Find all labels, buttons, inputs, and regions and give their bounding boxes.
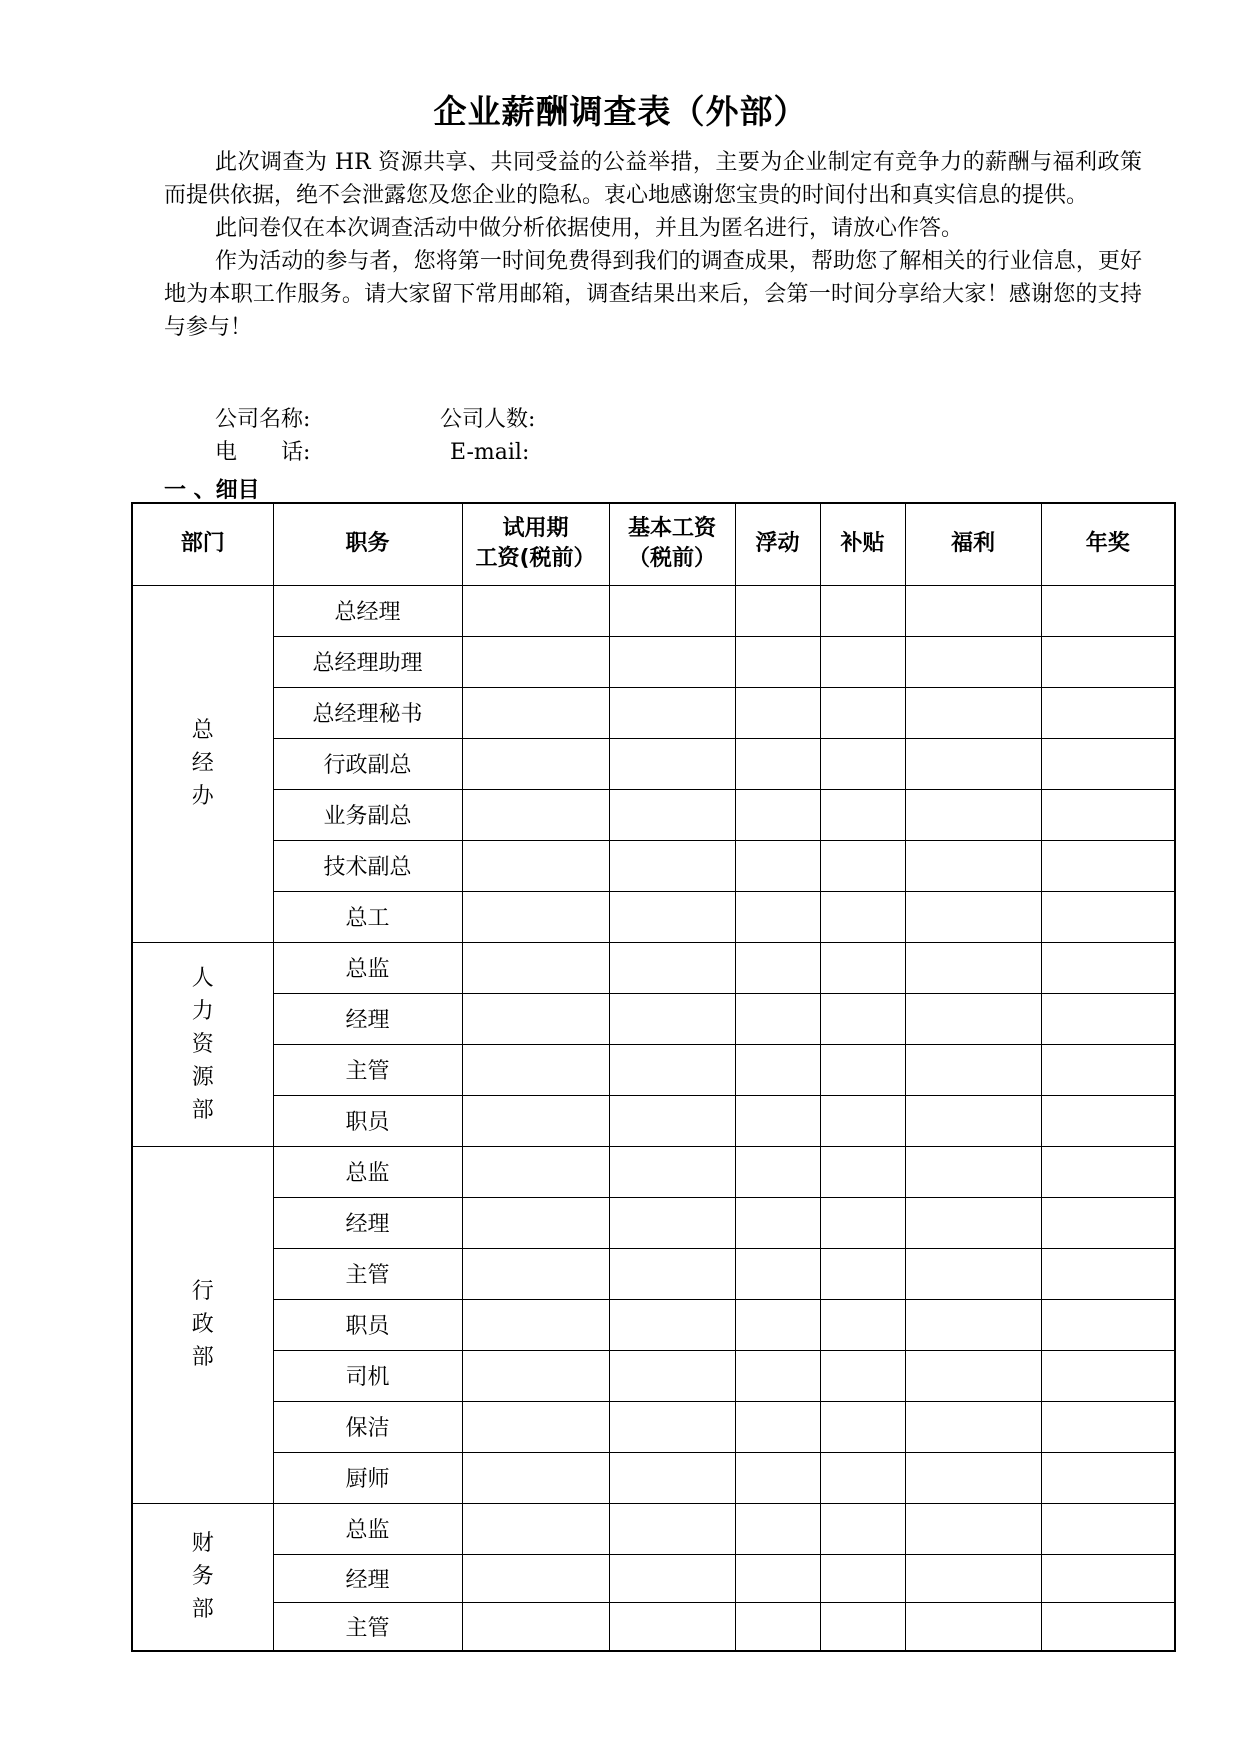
base-salary-cell[interactable] [609,1602,735,1651]
dept-cell [132,1146,273,1503]
welfare-cell[interactable] [905,942,1041,993]
floating-cell[interactable] [735,1146,820,1197]
base-salary-cell[interactable] [609,687,735,738]
floating-cell[interactable] [735,840,820,891]
header-base-salary [609,503,735,585]
floating-cell[interactable] [735,789,820,840]
header-bonus: 年奖 [1041,503,1175,585]
allowance-cell[interactable] [820,942,905,993]
floating-cell[interactable] [735,1350,820,1401]
header-base-line2: （税前） [627,546,716,572]
header-allowance: 补贴 [820,503,905,585]
position-cell: 总经理秘书 [273,687,462,738]
floating-cell[interactable] [735,993,820,1044]
probation-salary-cell[interactable] [462,1095,609,1146]
floating-cell[interactable] [735,1248,820,1299]
allowance-cell[interactable] [820,585,905,636]
dept-char: 资 [191,1031,214,1057]
position-cell: 主管 [273,1602,462,1651]
floating-cell[interactable] [735,1503,820,1554]
base-salary-cell[interactable] [609,1146,735,1197]
table-header-row [132,503,1175,585]
intro-paragraph-2: 此问卷仅在本次调查活动中做分析依据使用，并且为匿名进行，请放心作答。 [215,216,964,241]
dept-char: 源 [191,1064,214,1090]
bonus-cell[interactable] [1041,1197,1175,1248]
welfare-cell[interactable] [905,687,1041,738]
table-row [132,1146,1175,1197]
company-name-label: 公司名称: [215,407,311,432]
base-salary-cell[interactable] [609,891,735,942]
bonus-cell[interactable] [1041,993,1175,1044]
bonus-cell[interactable] [1041,738,1175,789]
floating-cell[interactable] [735,636,820,687]
dept-char: 部 [191,1345,214,1370]
bonus-cell[interactable] [1041,636,1175,687]
welfare-cell[interactable] [905,1350,1041,1401]
bonus-cell[interactable] [1041,789,1175,840]
base-salary-cell[interactable] [609,1095,735,1146]
probation-salary-cell[interactable] [462,993,609,1044]
intro-paragraph-3: 作为活动的参与者，您将第一时间免费得到我们的调查成果，帮助您了解相关的行业信息，更好地为本职工作服务。请大家留下常用邮箱，调查结果出来后，会第一时间分享给大家！感谢您的支持与参与！ [164,249,1142,340]
probation-salary-cell[interactable] [462,1554,609,1602]
allowance-cell[interactable] [820,1299,905,1350]
table-body [132,585,1175,1651]
probation-salary-cell[interactable] [462,942,609,993]
position-cell: 业务副总 [273,789,462,840]
header-floating: 浮动 [735,503,820,585]
table-row [132,1401,1175,1452]
table-row [132,789,1175,840]
floating-cell[interactable] [735,1299,820,1350]
welfare-cell[interactable] [905,993,1041,1044]
allowance-cell[interactable] [820,789,905,840]
bonus-cell[interactable] [1041,1299,1175,1350]
base-salary-cell[interactable] [609,840,735,891]
allowance-cell[interactable] [820,1197,905,1248]
table-row [132,1350,1175,1401]
allowance-cell[interactable] [820,840,905,891]
floating-cell[interactable] [735,687,820,738]
table-row [132,1248,1175,1299]
bonus-cell[interactable] [1041,1602,1175,1651]
welfare-cell[interactable] [905,891,1041,942]
header-dept: 部门 [132,503,273,585]
floating-cell[interactable] [735,1044,820,1095]
allowance-cell[interactable] [820,1602,905,1651]
welfare-cell[interactable] [905,1554,1041,1602]
table-row [132,891,1175,942]
probation-salary-cell[interactable] [462,1401,609,1452]
floating-cell[interactable] [735,1452,820,1503]
base-salary-cell[interactable] [609,1401,735,1452]
phone-label: 电 话: [215,440,311,465]
table-row [132,1452,1175,1503]
probation-salary-cell[interactable] [462,1299,609,1350]
base-salary-cell[interactable] [609,789,735,840]
floating-cell[interactable] [735,1095,820,1146]
welfare-cell[interactable] [905,1503,1041,1554]
welfare-cell[interactable] [905,1095,1041,1146]
allowance-cell[interactable] [820,687,905,738]
floating-cell[interactable] [735,891,820,942]
table-row [132,1602,1175,1651]
header-base-line1: 基本工资 [627,516,716,542]
table-row [132,1299,1175,1350]
welfare-cell[interactable] [905,789,1041,840]
welfare-cell[interactable] [905,1299,1041,1350]
company-size-label: 公司人数: [440,407,536,432]
base-salary-cell[interactable] [609,1350,735,1401]
dept-char: 总 [191,718,214,743]
bonus-cell[interactable] [1041,1452,1175,1503]
probation-salary-cell[interactable] [462,789,609,840]
position-cell: 经理 [273,993,462,1044]
table-row [132,738,1175,789]
table-row [132,1095,1175,1146]
base-salary-cell[interactable] [609,585,735,636]
allowance-cell[interactable] [820,738,905,789]
welfare-cell[interactable] [905,1197,1041,1248]
bonus-cell[interactable] [1041,585,1175,636]
floating-cell[interactable] [735,1401,820,1452]
position-cell: 总经理 [273,585,462,636]
dept-cell [132,585,273,942]
table-row [132,993,1175,1044]
allowance-cell[interactable] [820,1146,905,1197]
table-row [132,1503,1175,1554]
welfare-cell[interactable] [905,1401,1041,1452]
dept-char: 财 [191,1531,214,1557]
base-salary-cell[interactable] [609,1554,735,1602]
page-title: 企业薪酬调查表（外部） [433,92,808,131]
position-cell: 经理 [273,1197,462,1248]
header-probation-line1: 试用期 [502,516,569,542]
position-cell: 总监 [273,942,462,993]
dept-cell [132,942,273,1146]
bonus-cell[interactable] [1041,840,1175,891]
position-cell: 主管 [273,1248,462,1299]
bonus-cell[interactable] [1041,1401,1175,1452]
table-row [132,942,1175,993]
welfare-cell[interactable] [905,840,1041,891]
probation-salary-cell[interactable] [462,1044,609,1095]
bonus-cell[interactable] [1041,1095,1175,1146]
dept-char: 部 [191,1597,214,1623]
salary-table [131,502,1176,1652]
probation-salary-cell[interactable] [462,1350,609,1401]
bonus-cell[interactable] [1041,1350,1175,1401]
bonus-cell[interactable] [1041,1554,1175,1602]
allowance-cell[interactable] [820,993,905,1044]
table-row [132,585,1175,636]
base-salary-cell[interactable] [609,1299,735,1350]
bonus-cell[interactable] [1041,1248,1175,1299]
floating-cell[interactable] [735,738,820,789]
bonus-cell[interactable] [1041,891,1175,942]
base-salary-cell[interactable] [609,1197,735,1248]
probation-salary-cell[interactable] [462,1503,609,1554]
base-salary-cell[interactable] [609,636,735,687]
probation-salary-cell[interactable] [462,687,609,738]
base-salary-cell[interactable] [609,1044,735,1095]
dept-char: 办 [191,784,214,809]
base-salary-cell[interactable] [609,942,735,993]
dept-char: 经 [191,751,214,776]
probation-salary-cell[interactable] [462,1452,609,1503]
bonus-cell[interactable] [1041,1503,1175,1554]
probation-salary-cell[interactable] [462,738,609,789]
welfare-cell[interactable] [905,585,1041,636]
dept-char: 行 [191,1279,214,1304]
dept-char: 务 [191,1564,214,1590]
bonus-cell[interactable] [1041,1146,1175,1197]
table-row [132,1554,1175,1602]
section-title: 一 、细目 [164,478,260,503]
table-row [132,840,1175,891]
allowance-cell[interactable] [820,1401,905,1452]
dept-cell [132,1503,273,1651]
bonus-cell[interactable] [1041,687,1175,738]
header-position: 职务 [273,503,462,585]
allowance-cell[interactable] [820,1350,905,1401]
allowance-cell[interactable] [820,636,905,687]
base-salary-cell[interactable] [609,738,735,789]
dept-char: 人 [191,965,214,991]
bonus-cell[interactable] [1041,1044,1175,1095]
probation-salary-cell[interactable] [462,840,609,891]
allowance-cell[interactable] [820,1554,905,1602]
base-salary-cell[interactable] [609,1452,735,1503]
allowance-cell[interactable] [820,1452,905,1503]
position-cell: 总经理助理 [273,636,462,687]
welfare-cell[interactable] [905,636,1041,687]
email-label: E-mail: [450,440,530,465]
allowance-cell[interactable] [820,1503,905,1554]
table-row [132,1197,1175,1248]
table-row [132,636,1175,687]
floating-cell[interactable] [735,1554,820,1602]
welfare-cell[interactable] [905,1044,1041,1095]
probation-salary-cell[interactable] [462,891,609,942]
probation-salary-cell[interactable] [462,1602,609,1651]
welfare-cell[interactable] [905,1602,1041,1651]
position-cell: 技术副总 [273,840,462,891]
base-salary-cell[interactable] [609,993,735,1044]
probation-salary-cell[interactable] [462,1146,609,1197]
base-salary-cell[interactable] [609,1248,735,1299]
position-cell: 职员 [273,1299,462,1350]
position-cell: 总监 [273,1146,462,1197]
header-probation-line2: 工资(税前） [475,546,596,572]
intro-text [164,146,1142,344]
position-cell: 厨师 [273,1452,462,1503]
probation-salary-cell[interactable] [462,636,609,687]
base-salary-cell[interactable] [609,1503,735,1554]
position-cell: 主管 [273,1044,462,1095]
probation-salary-cell[interactable] [462,585,609,636]
position-cell: 保洁 [273,1401,462,1452]
welfare-cell[interactable] [905,1146,1041,1197]
allowance-cell[interactable] [820,1095,905,1146]
welfare-cell[interactable] [905,1248,1041,1299]
position-cell: 职员 [273,1095,462,1146]
allowance-cell[interactable] [820,891,905,942]
allowance-cell[interactable] [820,1044,905,1095]
welfare-cell[interactable] [905,738,1041,789]
floating-cell[interactable] [735,942,820,993]
position-cell: 司机 [273,1350,462,1401]
position-cell: 总工 [273,891,462,942]
position-cell: 行政副总 [273,738,462,789]
welfare-cell[interactable] [905,1452,1041,1503]
bonus-cell[interactable] [1041,942,1175,993]
dept-char: 部 [191,1097,214,1123]
allowance-cell[interactable] [820,1248,905,1299]
position-cell: 总监 [273,1503,462,1554]
table-row [132,1044,1175,1095]
header-welfare: 福利 [905,503,1041,585]
floating-cell[interactable] [735,1602,820,1651]
header-probation [462,503,609,585]
intro-paragraph-1: 此次调查为 HR 资源共享、共同受益的公益举措，主要为企业制定有竞争力的薪酬与福利政策而提供依据，绝不会泄露您及您企业的隐私。衷心地感谢您宝贵的时间付出和真实信息的提供。 [164,150,1142,208]
table-row [132,687,1175,738]
floating-cell[interactable] [735,585,820,636]
floating-cell[interactable] [735,1197,820,1248]
position-cell: 经理 [273,1554,462,1602]
probation-salary-cell[interactable] [462,1197,609,1248]
probation-salary-cell[interactable] [462,1248,609,1299]
dept-char: 力 [191,998,214,1024]
dept-char: 政 [191,1312,214,1337]
